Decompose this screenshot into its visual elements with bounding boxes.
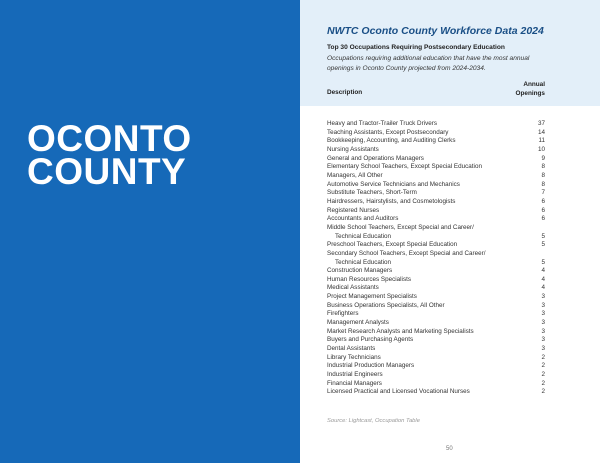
- table-row: [327, 388, 545, 397]
- table-row: [327, 362, 545, 371]
- table-row: [327, 380, 545, 389]
- occupation-name-line: Substitute Teachers, Short-Term: [327, 189, 417, 197]
- occupation-name: [327, 380, 382, 389]
- annual-openings-value: 2: [541, 388, 545, 396]
- occupation-name: [327, 172, 383, 181]
- table-row: [327, 163, 545, 172]
- annual-openings-value: 3: [541, 336, 545, 344]
- table-row: [327, 137, 545, 146]
- table-row: [327, 215, 545, 224]
- column-header-openings-line-2: Openings: [515, 89, 545, 97]
- table-row: [327, 284, 545, 293]
- table-row: [327, 276, 545, 285]
- annual-openings-value: 8: [541, 180, 545, 188]
- table-row: [327, 146, 545, 155]
- occupation-name: [327, 388, 470, 397]
- occupation-name: [327, 345, 375, 354]
- table-row: [327, 155, 545, 164]
- occupation-name-line: Buyers and Purchasing Agents: [327, 336, 414, 344]
- table-row: [327, 250, 545, 267]
- annual-openings-value: 14: [537, 128, 545, 136]
- table-row: [327, 371, 545, 380]
- annual-openings-value: 3: [541, 345, 545, 353]
- occupation-name-line: Bookkeeping, Accounting, and Auditing Clerks: [327, 137, 456, 145]
- occupation-name: [327, 371, 383, 380]
- occupation-name-line: Industrial Production Managers: [327, 362, 415, 370]
- occupation-name: [327, 293, 417, 302]
- occupation-name: [327, 328, 474, 337]
- annual-openings-value: 6: [541, 197, 545, 205]
- occupation-name-line: Business Operations Specialists, All Other: [327, 301, 445, 309]
- page-number: 50: [446, 446, 453, 452]
- occupation-name: [327, 336, 413, 345]
- table-header-band: [300, 0, 600, 106]
- table-row: [327, 310, 545, 319]
- annual-openings-value: 10: [537, 145, 545, 153]
- occupation-name-line: Construction Managers: [327, 267, 393, 275]
- annual-openings-value: 3: [541, 310, 545, 318]
- occupation-name: [327, 146, 379, 155]
- annual-openings-value: 8: [541, 171, 545, 179]
- occupation-name: [327, 129, 448, 138]
- occupation-name-line: Project Management Specialists: [327, 293, 417, 301]
- table-row: [327, 207, 545, 216]
- annual-openings-value: 3: [541, 327, 545, 335]
- annual-openings-value: 11: [538, 137, 545, 145]
- occupation-name: [327, 241, 457, 250]
- occupation-name-line: Accountants and Auditors: [327, 215, 399, 223]
- source-note: Source: Lightcast, Occupation Table: [327, 418, 420, 424]
- occupation-name-line: Nursing Assistants: [327, 145, 379, 153]
- occupation-name: [327, 215, 398, 224]
- county-title: [27, 118, 192, 192]
- occupation-name-line: Heavy and Tractor-Trailer Truck Drivers: [327, 120, 437, 127]
- occupation-name-line: Secondary School Teachers, Except Special and Career/: [327, 249, 486, 257]
- annual-openings-value: 6: [541, 215, 545, 223]
- annual-openings-value: 37: [537, 120, 545, 127]
- occupation-name: [327, 198, 455, 207]
- occupation-name-line: Automotive Service Technicians and Mechanics: [327, 180, 460, 188]
- county-title-line-2: COUNTY: [27, 151, 187, 192]
- occupation-name-line: Hairdressers, Hairstylists, and Cosmetologists: [327, 197, 456, 205]
- table-row: [327, 198, 545, 207]
- occupation-name-line: Elementary School Teachers, Except Special Education: [327, 163, 482, 171]
- table-row: [327, 129, 545, 138]
- annual-openings-value: 5: [541, 258, 545, 266]
- occupation-name: [327, 163, 482, 172]
- table-row: [327, 328, 545, 337]
- column-header-openings-line-1: Annual: [523, 81, 545, 88]
- occupation-name-line: Dental Assistants: [327, 345, 376, 353]
- occupation-name: [327, 137, 455, 146]
- occupation-name: [327, 189, 417, 198]
- occupation-name-line: Firefighters: [327, 310, 359, 318]
- annual-openings-value: 5: [541, 241, 545, 249]
- occupation-name-line: Library Technicians: [327, 353, 381, 361]
- annual-openings-value: 7: [541, 189, 545, 197]
- annual-openings-value: 8: [541, 163, 545, 171]
- occupation-name: [327, 284, 379, 293]
- table-row: [327, 120, 545, 129]
- occupation-name: [327, 302, 445, 311]
- occupation-name: [327, 181, 460, 190]
- occupation-name: [327, 319, 389, 328]
- table-row: [327, 302, 545, 311]
- occupation-name-line: Management Analysts: [327, 319, 389, 327]
- occupation-name-line: Financial Managers: [327, 379, 382, 387]
- annual-openings-value: 2: [541, 379, 545, 387]
- occupation-name-line: Market Research Analysts and Marketing Specialists: [327, 327, 474, 335]
- occupation-name-line: Teaching Assistants, Except Postsecondary: [327, 128, 449, 136]
- occupation-name-line: Licensed Practical and Licensed Vocational Nurses: [327, 388, 470, 396]
- table-row: [327, 181, 545, 190]
- occupation-name: [327, 155, 424, 164]
- occupation-name: [327, 310, 359, 319]
- occupation-name-line: Preschool Teachers, Except Special Education: [327, 241, 458, 249]
- table-row: [327, 293, 545, 302]
- annual-openings-value: 2: [541, 362, 545, 370]
- table-row: [327, 172, 545, 181]
- table-row: [327, 241, 545, 250]
- occupation-name-line: Technical Education: [335, 258, 392, 266]
- annual-openings-value: 2: [541, 353, 545, 361]
- table-row: [327, 224, 545, 241]
- occupation-name-line: Registered Nurses: [327, 206, 380, 214]
- annual-openings-value: 4: [541, 275, 545, 283]
- annual-openings-value: 5: [541, 232, 545, 240]
- occupation-name: [327, 267, 392, 276]
- occupation-name-line: Human Resources Specialists: [327, 275, 411, 283]
- occupation-name: [327, 276, 411, 285]
- occupation-name: [327, 250, 485, 267]
- right-content-panel: [300, 0, 600, 463]
- occupation-name: [327, 224, 474, 241]
- annual-openings-value: 2: [541, 371, 545, 379]
- county-title-line-1: OCONTO: [27, 118, 192, 159]
- occupation-name-line: Technical Education: [335, 232, 392, 240]
- table-row: [327, 354, 545, 363]
- occupation-name: [327, 354, 381, 363]
- occupation-name-line: Medical Assistants: [327, 284, 379, 292]
- annual-openings-value: 3: [541, 319, 545, 327]
- table-row: [327, 189, 545, 198]
- occupation-name: [327, 362, 414, 371]
- occupation-name-line: Middle School Teachers, Except Special and Career/: [327, 223, 474, 231]
- column-header-annual-openings: [516, 81, 545, 98]
- column-header-description: Description: [327, 89, 363, 96]
- occupation-name: [327, 207, 379, 216]
- table-row: [327, 319, 545, 328]
- annual-openings-value: 6: [541, 206, 545, 214]
- table-row: [327, 345, 545, 354]
- annual-openings-value: 9: [541, 154, 545, 162]
- table-row: [327, 267, 545, 276]
- occupation-table: [327, 120, 545, 397]
- occupation-name-line: Managers, All Other: [327, 171, 383, 179]
- occupation-name: [327, 120, 437, 129]
- annual-openings-value: 3: [541, 293, 545, 301]
- table-title: Top 30 Occupations Requiring Postsecondary Education: [327, 44, 505, 51]
- table-row: [327, 336, 545, 345]
- annual-openings-value: 3: [541, 301, 545, 309]
- annual-openings-value: 4: [541, 267, 545, 275]
- table-subtitle: Occupations requiring additional education that have the most annual openings in Oconto County projected from 2024-2034.: [327, 55, 530, 73]
- annual-openings-value: 4: [541, 284, 545, 292]
- occupation-name-line: Industrial Engineers: [327, 371, 383, 379]
- document-title: NWTC Oconto County Workforce Data 2024: [327, 25, 544, 37]
- occupation-name-line: General and Operations Managers: [327, 154, 424, 162]
